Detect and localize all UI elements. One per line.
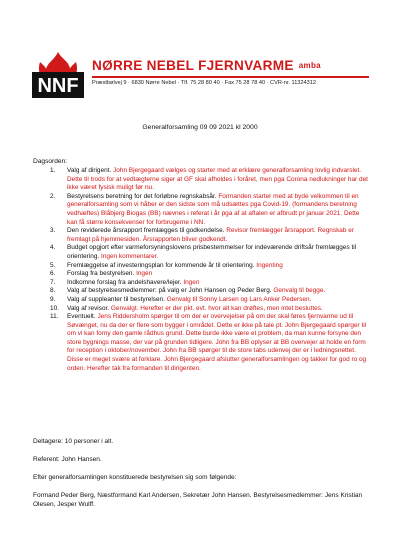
constitution-intro: Efter generalforsamlingen konstituerede bestyrelsen sig som følgende: [33, 474, 237, 481]
agenda-number: 3. [50, 227, 56, 235]
agenda-item [33, 167, 368, 193]
agenda-item [33, 244, 368, 261]
agenda-item [33, 305, 368, 314]
agenda-comment: Ingen [183, 278, 200, 286]
agenda-number: 5. [50, 261, 56, 269]
agenda-comment: Jens Riddersholm spørger til om der er overvejelser på om der skal føres fjernvarme ud til Søvænget, nu da der er flere som bygger i området. Dette er ikke på tale pt. John Bjergegaard spørger til om vi kan forny den gamle rådhus grund. Dette burde ikke være et problem, da man kunne forsyne den store bygnings masse, der var på grunden tidligere. John fra BB oplyser at BB overvejer at holde en form for reception i oktober/november. John fra BB spørger til de store tabs udenvej der er i ledningsnettet. Disse er meget svære at forklare. John Bjergegaard afslutter generalforsamlingen og takker for god ro og orden. Herefter tak fra formanden til dirigenten. [67, 313, 367, 372]
company-suffix: amba [298, 61, 321, 70]
agenda-list [33, 167, 368, 373]
agenda-number: 2. [50, 192, 56, 200]
agenda-comment: Revisor fremlægger årsrapport. Regnskab er fremlagt på hjemmesiden. Årsrapporten bliver godkendt. [67, 227, 354, 243]
agenda-number: 8. [50, 287, 56, 295]
referent-text: Referent: John Hansen. [33, 456, 102, 463]
agenda-number: 6. [50, 270, 56, 278]
agenda-text: Valg af bestyrelsesmedlemmer: på valg er John Hansen og Peder Berg. [67, 287, 272, 295]
agenda-text: Fremlæggelse af investeringsplan for kommende år til orientering. [67, 261, 255, 269]
agenda-number: 11. [50, 313, 59, 321]
agenda-text: Indkomne forslag fra andelshavere/lejer. [67, 278, 182, 286]
agenda-number: 1. [50, 167, 56, 174]
agenda-text: Valg af suppleanter til bestyrelsen. [67, 295, 165, 303]
agenda-text: Bestyrelsens beretning for det forløbne regnskabsår. [67, 192, 217, 200]
agenda-heading: Dagsorden: [33, 158, 68, 165]
agenda-comment: Ingen kommentarer. [101, 252, 159, 260]
nnf-logo-icon [32, 52, 84, 98]
agenda-text: Forslag fra bestyrelsen. [67, 270, 135, 278]
agenda-item [33, 296, 368, 305]
agenda-item [33, 270, 368, 279]
agenda-comment: Formanden starter med at byde velkommen til en generalforsamling som vi håber er den sidste som må udsættes pga Covid-19. (formandens beretning vedhæftes) Blåbjerg Biogas (BB) nævnes i referat i år pga af at aftalen er afbrudt pr januar 2021. Dette kan få større konsekvenser for forbrugerne i NN. [67, 192, 360, 226]
agenda-text: Budget opgjort efter varmeforsyningslovens prisbestemmelser for indeværende driftsår fremlægges til orientering. [67, 244, 357, 260]
document-title: Generalforsamling 09 09 2021 kl 2000 [142, 124, 258, 131]
agenda-text: Valg af dirigent. [67, 167, 112, 174]
agenda-item [33, 193, 368, 227]
agenda-comment: Ingen [136, 270, 153, 278]
agenda-text: Den reviderede årsrapport fremlægges til godkendelse. [67, 227, 225, 235]
agenda-item [33, 262, 368, 271]
company-name [92, 58, 321, 73]
company-address: Præstbølvej 9 · 6830 Nørre Nebel · Tlf. 75 28 80 40 · Fax 75 28 78 40 · CVR-nr. 11324312 [92, 80, 316, 86]
agenda-comment: Genvalg til begge. [273, 287, 326, 295]
attendance-text: Deltagere: 10 personer i alt. [33, 438, 114, 445]
agenda-comment: Genvalgt. Herefter er der pkt. evt. hvor alt kan drøftes, men intet besluttes. [110, 304, 323, 312]
agenda-comment: Genvalg til Sonny Larsen og Lars Anker Pedersen. [166, 295, 312, 303]
agenda-text: Eventuelt. [67, 313, 96, 321]
letterhead [30, 46, 375, 96]
letterhead-rule [92, 76, 369, 78]
agenda-number: 9. [50, 295, 56, 303]
agenda-number: 10. [50, 304, 59, 312]
agenda-item [33, 313, 368, 373]
board-composition: Formand Peder Berg, Næstformand Karl Andersen, Sekretær John Hansen. Bestyrelsesmedlemmer: Jens Kristian Olesen, Jesper Wulff. [33, 492, 363, 508]
agenda-text: Valg af revisor. [67, 304, 110, 312]
agenda-number: 4. [50, 244, 56, 252]
logo-letters: NNF [37, 75, 79, 97]
agenda-comment: Ingenting [256, 261, 283, 269]
agenda-item [33, 227, 368, 244]
agenda-item [33, 287, 368, 296]
agenda-number: 7. [50, 278, 56, 286]
agenda-comment: John Bjergegaard vælges og starter med at erklære generalforsamling lovlig indvarslet. Dette til trods for at vedtægterne siger at GF skal afholdes i foråret, men pga Corona nedlukninger har det ikke været fysisk muligt før nu. [67, 167, 368, 192]
company-name-text: NØRRE NEBEL FJERNVARME [92, 58, 294, 73]
